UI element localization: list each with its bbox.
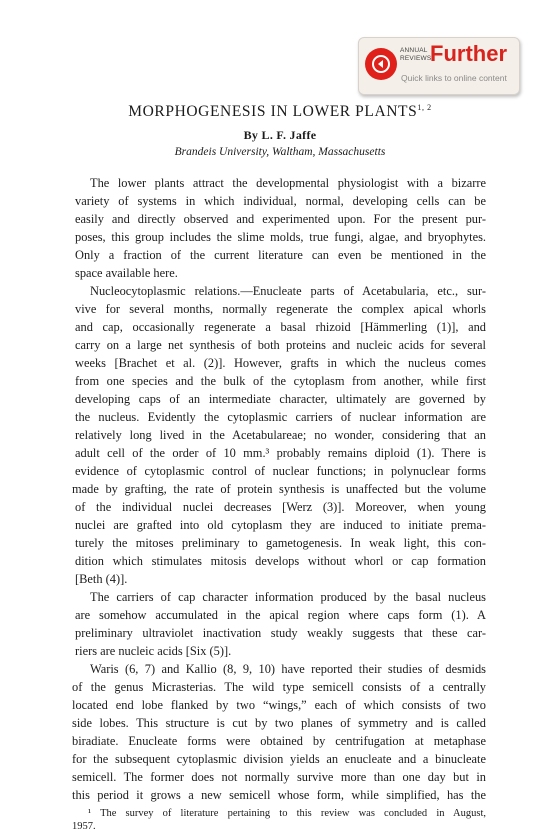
body-line: easily and directly observed and experimented upon. For the present pur- (75, 212, 486, 226)
body-line: of the genus Micrasterias. The wild type semicell consists of a centrally (72, 680, 486, 694)
body-line: located end lobe flanked by two “wings,” each of which consists of two (72, 698, 486, 712)
body-line: made by grafting, the rate of protein synthesis is unaffected but the volume (72, 482, 486, 496)
body-line: biradiate. Enucleate forms were obtained by centrifugation at metaphase (72, 734, 486, 748)
body-line: preliminary ultraviolet inactivation study weakly suggests that these car- (75, 626, 486, 640)
body-line: are somehow accumulated in the apical region where caps form (1). A (75, 608, 486, 622)
title-footnote-marks: 1, 2 (417, 103, 432, 112)
body-line: Only a fraction of the current literature can even be mentioned in the (75, 248, 486, 262)
author-affiliation: Brandeis University, Waltham, Massachusetts (174, 146, 386, 158)
body-line: The carriers of cap character information produced by the basal nucleus (90, 590, 486, 604)
body-line: from one species and the bulk of the cytoplasm from another, while first (75, 374, 486, 388)
body-line: for the subsequent cytoplasmic division yields an enucleate and a binucleate (72, 752, 486, 766)
body-line: Nucleocytoplasmic relations.—Enucleate parts of Acetabularia, etc., sur- (90, 284, 486, 298)
body-line: evidence of cytoplasmic control of nuclear functions; in polynuclear forms (75, 464, 486, 478)
body-line: semicell. The former does not normally survive more than one day but in (72, 770, 486, 784)
body-line: carry on a large net synthesis of both proteins and nucleic acids for several (75, 338, 486, 352)
badge-reviews-label: REVIEWS (400, 55, 432, 62)
badge-annual-label: ANNUAL (400, 47, 428, 54)
body-line: of the individual nuclei decreases [Werz (3)]. Moreover, when young (75, 500, 486, 514)
body-line: this period it grows a new semicell whose form, while simplified, has the (72, 788, 486, 802)
author-byline: By L. F. Jaffe (243, 128, 317, 142)
body-line: turely the mitoses preliminary to gametogenesis. In weak light, this con- (75, 536, 486, 550)
footnote-line: 1957. (72, 821, 96, 832)
badge-tagline[interactable]: Quick links to online content (401, 73, 507, 83)
body-line: the nucleus. Evidently the cytoplasmic carriers of nuclear information are (75, 410, 486, 424)
further-badge[interactable] (358, 37, 520, 95)
body-line: nuclei are grafted into old cytoplasm they are induced to initiate prema- (75, 518, 486, 532)
body-line: space available here. (75, 266, 178, 280)
body-line: riers are nucleic acids [Six (5)]. (75, 644, 232, 658)
body-line: relatively long lived in the Acetabulareae; no wonder, considering that an (75, 428, 486, 442)
body-line: dition which stimulates mitosis develops without whorl or cap formation (75, 554, 486, 568)
body-line: vive for several months, normally regenerate the complex apical whorls (75, 302, 486, 316)
body-line: [Beth (4)]. (75, 572, 128, 586)
article-title (0, 103, 560, 121)
body-line: Waris (6, 7) and Kallio (8, 9, 10) have reported their studies of desmids (90, 662, 486, 676)
body-line: weeks [Brachet et al. (2)]. However, grafts in which the nucleus comes (75, 356, 486, 370)
body-line: side lobes. This structure is cut by two planes of symmetry and is called (72, 716, 486, 730)
article-title-text: MORPHOGENESIS IN LOWER PLANTS (128, 103, 418, 121)
body-line: adult cell of the order of 10 mm.³ probably remains diploid (1). There is (75, 446, 486, 460)
body-line: The lower plants attract the developmental physiologist with a bizarre (90, 176, 486, 190)
body-line: and cap, occasionally regenerate a basal rhizoid [Hämmerling (1)], and (75, 320, 486, 334)
further-logo-icon (365, 48, 397, 80)
footnote-line: ¹ The survey of literature pertaining to this review was concluded in August, (88, 808, 486, 819)
body-line: poses, this group includes the slime molds, true fungi, algae, and bryophytes. (75, 230, 486, 244)
badge-further-label: Further (430, 41, 507, 66)
body-line: variety of systems in which individual, normal, developing cells can be (75, 194, 486, 208)
body-line: developing caps of an intermediate character, ultimately are governed by (75, 392, 486, 406)
